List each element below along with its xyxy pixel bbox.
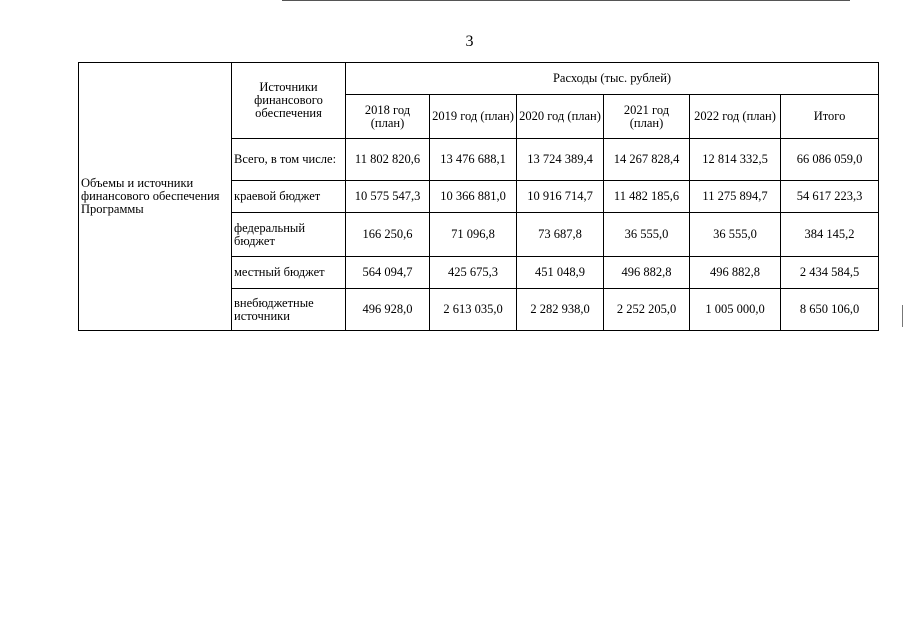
value-cell: 384 145,2: [781, 213, 879, 257]
value-cell: 13 724 389,4: [517, 139, 604, 181]
source-cell: федеральный бюджет: [232, 213, 346, 257]
value-cell: 13 476 688,1: [430, 139, 517, 181]
expenses-header: Расходы (тыс. рублей): [346, 63, 879, 95]
scan-edge-mark: [902, 305, 903, 327]
value-cell: 54 617 223,3: [781, 181, 879, 213]
value-cell: 73 687,8: [517, 213, 604, 257]
value-cell: 564 094,7: [346, 257, 430, 289]
header-row-1: [79, 63, 879, 95]
value-cell: 11 275 894,7: [690, 181, 781, 213]
value-cell: 1 005 000,0: [690, 289, 781, 331]
value-cell: 2 434 584,5: [781, 257, 879, 289]
page-number: 3: [465, 33, 474, 50]
value-cell: 36 555,0: [690, 213, 781, 257]
year-header: 2022 год (план): [690, 95, 781, 139]
value-cell: 14 267 828,4: [604, 139, 690, 181]
value-cell: 10 916 714,7: [517, 181, 604, 213]
source-cell: местный бюджет: [232, 257, 346, 289]
value-cell: 2 282 938,0: [517, 289, 604, 331]
year-header: 2021 год (план): [604, 95, 690, 139]
sources-header: Источники финансового обеспечения: [232, 63, 346, 139]
value-cell: 8 650 106,0: [781, 289, 879, 331]
source-cell: краевой бюджет: [232, 181, 346, 213]
value-cell: 496 882,8: [604, 257, 690, 289]
year-header: Итого: [781, 95, 879, 139]
value-cell: 11 802 820,6: [346, 139, 430, 181]
year-header: 2020 год (план): [517, 95, 604, 139]
value-cell: 66 086 059,0: [781, 139, 879, 181]
source-cell: Всего, в том числе:: [232, 139, 346, 181]
top-rule: [282, 0, 850, 1]
value-cell: 425 675,3: [430, 257, 517, 289]
value-cell: 36 555,0: [604, 213, 690, 257]
value-cell: 2 252 205,0: [604, 289, 690, 331]
value-cell: 496 882,8: [690, 257, 781, 289]
value-cell: 496 928,0: [346, 289, 430, 331]
value-cell: 451 048,9: [517, 257, 604, 289]
year-header: 2019 год (план): [430, 95, 517, 139]
value-cell: 10 366 881,0: [430, 181, 517, 213]
value-cell: 11 482 185,6: [604, 181, 690, 213]
program-financing-label: Объемы и источники финансового обеспечения Программы: [79, 63, 232, 331]
value-cell: 12 814 332,5: [690, 139, 781, 181]
value-cell: 166 250,6: [346, 213, 430, 257]
financing-table: [78, 62, 879, 331]
value-cell: 10 575 547,3: [346, 181, 430, 213]
source-cell: внебюджетные источники: [232, 289, 346, 331]
value-cell: 2 613 035,0: [430, 289, 517, 331]
year-header: 2018 год (план): [346, 95, 430, 139]
value-cell: 71 096,8: [430, 213, 517, 257]
